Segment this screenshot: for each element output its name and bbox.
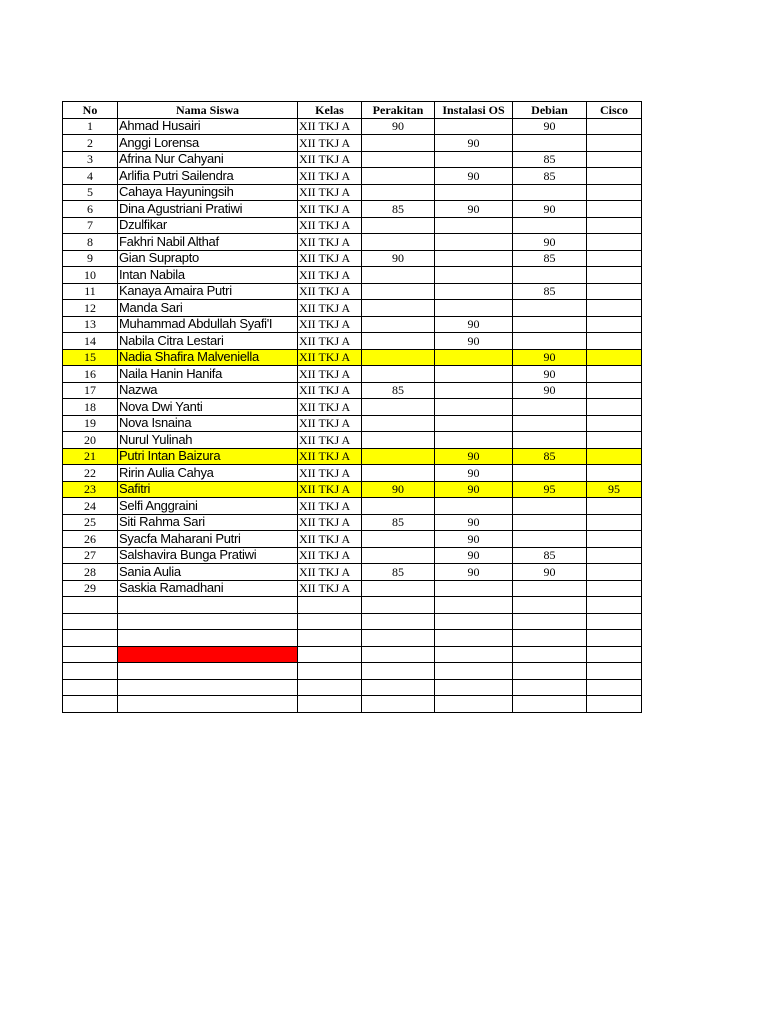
cell-no[interactable]: 8 bbox=[63, 234, 118, 251]
cell-debian[interactable] bbox=[513, 580, 587, 597]
cell-nama-siswa[interactable]: Selfi Anggraini bbox=[118, 498, 298, 515]
empty-cell[interactable] bbox=[118, 613, 298, 630]
empty-cell[interactable] bbox=[435, 663, 513, 680]
cell-kelas[interactable]: XII TKJ A bbox=[298, 300, 362, 317]
cell-perakitan[interactable] bbox=[362, 184, 435, 201]
cell-cisco[interactable] bbox=[587, 300, 642, 317]
cell-debian[interactable]: 90 bbox=[513, 234, 587, 251]
cell-perakitan[interactable]: 85 bbox=[362, 201, 435, 218]
cell-kelas[interactable]: XII TKJ A bbox=[298, 399, 362, 416]
header-row bbox=[63, 102, 642, 119]
empty-cell[interactable] bbox=[362, 679, 435, 696]
cell-perakitan[interactable] bbox=[362, 151, 435, 168]
cell-cisco[interactable] bbox=[587, 151, 642, 168]
cell-nama-siswa[interactable]: Nova Isnaina bbox=[118, 415, 298, 432]
cell-cisco[interactable] bbox=[587, 399, 642, 416]
cell-nama-siswa[interactable]: Nabila Citra Lestari bbox=[118, 333, 298, 350]
cell-cisco[interactable] bbox=[587, 366, 642, 383]
cell-kelas[interactable]: XII TKJ A bbox=[298, 201, 362, 218]
cell-perakitan[interactable] bbox=[362, 217, 435, 234]
cell-cisco[interactable] bbox=[587, 201, 642, 218]
cell-instalasi-os[interactable]: 90 bbox=[435, 201, 513, 218]
header-cisco[interactable]: Cisco bbox=[587, 102, 642, 119]
empty-cell[interactable] bbox=[118, 679, 298, 696]
cell-instalasi-os[interactable] bbox=[435, 349, 513, 366]
cell-debian[interactable]: 90 bbox=[513, 382, 587, 399]
cell-perakitan[interactable] bbox=[362, 333, 435, 350]
cell-kelas[interactable]: XII TKJ A bbox=[298, 267, 362, 284]
cell-cisco[interactable] bbox=[587, 184, 642, 201]
table-row bbox=[63, 283, 642, 300]
empty-cell[interactable] bbox=[298, 630, 362, 647]
empty-cell[interactable] bbox=[63, 646, 118, 663]
cell-no[interactable]: 24 bbox=[63, 498, 118, 515]
cell-kelas[interactable]: XII TKJ A bbox=[298, 217, 362, 234]
cell-kelas[interactable]: XII TKJ A bbox=[298, 415, 362, 432]
cell-perakitan[interactable] bbox=[362, 316, 435, 333]
cell-nama-siswa[interactable]: Anggi Lorensa bbox=[118, 135, 298, 152]
cell-cisco[interactable] bbox=[587, 547, 642, 564]
cell-no[interactable]: 28 bbox=[63, 564, 118, 581]
cell-kelas[interactable]: XII TKJ A bbox=[298, 168, 362, 185]
cell-nama-siswa[interactable]: Salshavira Bunga Pratiwi bbox=[118, 547, 298, 564]
empty-row bbox=[63, 679, 642, 696]
table-row bbox=[63, 382, 642, 399]
table-body bbox=[63, 118, 642, 712]
table-row bbox=[63, 250, 642, 267]
cell-perakitan[interactable]: 90 bbox=[362, 250, 435, 267]
empty-cell[interactable] bbox=[63, 613, 118, 630]
cell-no[interactable]: 22 bbox=[63, 465, 118, 482]
cell-instalasi-os[interactable] bbox=[435, 184, 513, 201]
empty-cell[interactable] bbox=[118, 597, 298, 614]
table-row bbox=[63, 432, 642, 449]
empty-cell[interactable] bbox=[435, 679, 513, 696]
empty-cell[interactable] bbox=[513, 663, 587, 680]
cell-cisco[interactable] bbox=[587, 168, 642, 185]
cell-cisco[interactable] bbox=[587, 217, 642, 234]
empty-cell[interactable] bbox=[63, 630, 118, 647]
cell-cisco[interactable] bbox=[587, 250, 642, 267]
cell-nama-siswa[interactable]: Intan Nabila bbox=[118, 267, 298, 284]
cell-kelas[interactable]: XII TKJ A bbox=[298, 366, 362, 383]
table-row bbox=[63, 547, 642, 564]
empty-row bbox=[63, 696, 642, 713]
empty-cell[interactable] bbox=[63, 679, 118, 696]
cell-perakitan[interactable] bbox=[362, 267, 435, 284]
empty-cell[interactable] bbox=[587, 679, 642, 696]
cell-debian[interactable] bbox=[513, 333, 587, 350]
cell-nama-siswa[interactable]: Muhammad Abdullah Syafi'I bbox=[118, 316, 298, 333]
cell-perakitan[interactable] bbox=[362, 300, 435, 317]
cell-kelas[interactable]: XII TKJ A bbox=[298, 333, 362, 350]
cell-debian[interactable] bbox=[513, 415, 587, 432]
cell-kelas[interactable]: XII TKJ A bbox=[298, 118, 362, 135]
empty-cell[interactable] bbox=[298, 613, 362, 630]
cell-no[interactable]: 18 bbox=[63, 399, 118, 416]
cell-kelas[interactable]: XII TKJ A bbox=[298, 498, 362, 515]
cell-instalasi-os[interactable] bbox=[435, 366, 513, 383]
cell-no[interactable]: 27 bbox=[63, 547, 118, 564]
cell-nama-siswa[interactable]: Siti Rahma Sari bbox=[118, 514, 298, 531]
table-row bbox=[63, 118, 642, 135]
empty-cell[interactable] bbox=[298, 597, 362, 614]
cell-kelas[interactable]: XII TKJ A bbox=[298, 382, 362, 399]
cell-no[interactable]: 23 bbox=[63, 481, 118, 498]
cell-no[interactable]: 16 bbox=[63, 366, 118, 383]
cell-instalasi-os[interactable]: 90 bbox=[435, 514, 513, 531]
cell-perakitan[interactable] bbox=[362, 234, 435, 251]
cell-cisco[interactable]: 95 bbox=[587, 481, 642, 498]
student-score-table bbox=[62, 101, 642, 713]
cell-debian[interactable]: 90 bbox=[513, 201, 587, 218]
cell-cisco[interactable] bbox=[587, 580, 642, 597]
cell-nama-siswa[interactable]: Safitri bbox=[118, 481, 298, 498]
cell-perakitan[interactable] bbox=[362, 168, 435, 185]
cell-kelas[interactable]: XII TKJ A bbox=[298, 547, 362, 564]
table-row bbox=[63, 366, 642, 383]
cell-cisco[interactable] bbox=[587, 135, 642, 152]
table-row bbox=[63, 316, 642, 333]
empty-row bbox=[63, 597, 642, 614]
cell-debian[interactable]: 85 bbox=[513, 250, 587, 267]
cell-perakitan[interactable] bbox=[362, 399, 435, 416]
cell-nama-siswa[interactable]: Manda Sari bbox=[118, 300, 298, 317]
cell-no[interactable]: 6 bbox=[63, 201, 118, 218]
cell-nama-siswa[interactable]: Ahmad Husairi bbox=[118, 118, 298, 135]
red-marked-cell[interactable] bbox=[118, 646, 298, 663]
cell-perakitan[interactable]: 90 bbox=[362, 118, 435, 135]
cell-nama-siswa[interactable]: Nazwa bbox=[118, 382, 298, 399]
cell-instalasi-os[interactable] bbox=[435, 151, 513, 168]
empty-cell[interactable] bbox=[435, 613, 513, 630]
cell-nama-siswa[interactable]: Naila Hanin Hanifa bbox=[118, 366, 298, 383]
table-row bbox=[63, 514, 642, 531]
cell-debian[interactable] bbox=[513, 300, 587, 317]
table-row bbox=[63, 184, 642, 201]
cell-kelas[interactable]: XII TKJ A bbox=[298, 531, 362, 548]
table-row bbox=[63, 481, 642, 498]
cell-no[interactable]: 7 bbox=[63, 217, 118, 234]
cell-instalasi-os[interactable] bbox=[435, 267, 513, 284]
cell-instalasi-os[interactable]: 90 bbox=[435, 547, 513, 564]
empty-row bbox=[63, 663, 642, 680]
cell-cisco[interactable] bbox=[587, 316, 642, 333]
cell-no[interactable]: 26 bbox=[63, 531, 118, 548]
empty-cell[interactable] bbox=[513, 613, 587, 630]
empty-cell[interactable] bbox=[362, 663, 435, 680]
table-row bbox=[63, 448, 642, 465]
empty-cell[interactable] bbox=[362, 646, 435, 663]
cell-nama-siswa[interactable]: Kanaya Amaira Putri bbox=[118, 283, 298, 300]
cell-nama-siswa[interactable]: Afrina Nur Cahyani bbox=[118, 151, 298, 168]
cell-perakitan[interactable] bbox=[362, 135, 435, 152]
cell-no[interactable]: 19 bbox=[63, 415, 118, 432]
empty-cell[interactable] bbox=[362, 696, 435, 713]
cell-cisco[interactable] bbox=[587, 448, 642, 465]
cell-kelas[interactable]: XII TKJ A bbox=[298, 151, 362, 168]
cell-instalasi-os[interactable]: 90 bbox=[435, 465, 513, 482]
empty-cell[interactable] bbox=[587, 613, 642, 630]
cell-nama-siswa[interactable]: Nadia Shafira Malveniella bbox=[118, 349, 298, 366]
header-nama-siswa[interactable]: Nama Siswa bbox=[118, 102, 298, 119]
cell-instalasi-os[interactable]: 90 bbox=[435, 168, 513, 185]
cell-debian[interactable]: 90 bbox=[513, 366, 587, 383]
cell-nama-siswa[interactable]: Putri Intan Baizura bbox=[118, 448, 298, 465]
cell-debian[interactable] bbox=[513, 465, 587, 482]
cell-nama-siswa[interactable]: Nurul Yulinah bbox=[118, 432, 298, 449]
header-no[interactable]: No bbox=[63, 102, 118, 119]
table-row bbox=[63, 234, 642, 251]
table-row bbox=[63, 564, 642, 581]
empty-cell[interactable] bbox=[63, 696, 118, 713]
table-row bbox=[63, 399, 642, 416]
cell-cisco[interactable] bbox=[587, 531, 642, 548]
cell-nama-siswa[interactable]: Saskia Ramadhani bbox=[118, 580, 298, 597]
cell-instalasi-os[interactable]: 90 bbox=[435, 564, 513, 581]
empty-cell[interactable] bbox=[587, 630, 642, 647]
cell-no[interactable]: 2 bbox=[63, 135, 118, 152]
cell-nama-siswa[interactable]: Arlifia Putri Sailendra bbox=[118, 168, 298, 185]
table-row bbox=[63, 300, 642, 317]
cell-perakitan[interactable]: 85 bbox=[362, 382, 435, 399]
cell-debian[interactable] bbox=[513, 316, 587, 333]
cell-debian[interactable] bbox=[513, 432, 587, 449]
cell-no[interactable]: 11 bbox=[63, 283, 118, 300]
cell-debian[interactable] bbox=[513, 217, 587, 234]
table-row bbox=[63, 151, 642, 168]
cell-perakitan[interactable] bbox=[362, 465, 435, 482]
empty-cell[interactable] bbox=[513, 597, 587, 614]
cell-cisco[interactable] bbox=[587, 415, 642, 432]
cell-debian[interactable] bbox=[513, 399, 587, 416]
cell-nama-siswa[interactable]: Dina Agustriani Pratiwi bbox=[118, 201, 298, 218]
empty-row bbox=[63, 613, 642, 630]
cell-nama-siswa[interactable]: Gian Suprapto bbox=[118, 250, 298, 267]
empty-cell[interactable] bbox=[118, 696, 298, 713]
cell-perakitan[interactable]: 85 bbox=[362, 564, 435, 581]
empty-cell[interactable] bbox=[513, 646, 587, 663]
cell-no[interactable]: 10 bbox=[63, 267, 118, 284]
empty-cell[interactable] bbox=[63, 663, 118, 680]
cell-nama-siswa[interactable]: Syacfa Maharani Putri bbox=[118, 531, 298, 548]
empty-cell[interactable] bbox=[587, 646, 642, 663]
empty-cell[interactable] bbox=[435, 630, 513, 647]
cell-debian[interactable] bbox=[513, 531, 587, 548]
cell-perakitan[interactable] bbox=[362, 580, 435, 597]
cell-no[interactable]: 1 bbox=[63, 118, 118, 135]
cell-kelas[interactable]: XII TKJ A bbox=[298, 135, 362, 152]
cell-perakitan[interactable] bbox=[362, 349, 435, 366]
cell-instalasi-os[interactable]: 90 bbox=[435, 333, 513, 350]
cell-debian[interactable] bbox=[513, 498, 587, 515]
cell-cisco[interactable] bbox=[587, 382, 642, 399]
cell-no[interactable]: 12 bbox=[63, 300, 118, 317]
cell-debian[interactable]: 90 bbox=[513, 349, 587, 366]
table-row bbox=[63, 531, 642, 548]
empty-cell[interactable] bbox=[587, 663, 642, 680]
cell-instalasi-os[interactable] bbox=[435, 300, 513, 317]
cell-nama-siswa[interactable]: Nova Dwi Yanti bbox=[118, 399, 298, 416]
cell-no[interactable]: 5 bbox=[63, 184, 118, 201]
cell-no[interactable]: 29 bbox=[63, 580, 118, 597]
cell-instalasi-os[interactable]: 90 bbox=[435, 481, 513, 498]
empty-cell[interactable] bbox=[362, 630, 435, 647]
cell-perakitan[interactable]: 90 bbox=[362, 481, 435, 498]
cell-kelas[interactable]: XII TKJ A bbox=[298, 349, 362, 366]
cell-cisco[interactable] bbox=[587, 432, 642, 449]
cell-kelas[interactable]: XII TKJ A bbox=[298, 234, 362, 251]
cell-no[interactable]: 4 bbox=[63, 168, 118, 185]
table-row bbox=[63, 333, 642, 350]
cell-nama-siswa[interactable]: Ririn Aulia Cahya bbox=[118, 465, 298, 482]
cell-cisco[interactable] bbox=[587, 465, 642, 482]
cell-no[interactable]: 25 bbox=[63, 514, 118, 531]
cell-cisco[interactable] bbox=[587, 267, 642, 284]
empty-cell[interactable] bbox=[362, 597, 435, 614]
cell-cisco[interactable] bbox=[587, 349, 642, 366]
table-row bbox=[63, 349, 642, 366]
table-row bbox=[63, 415, 642, 432]
cell-cisco[interactable] bbox=[587, 514, 642, 531]
cell-no[interactable]: 13 bbox=[63, 316, 118, 333]
cell-instalasi-os[interactable] bbox=[435, 217, 513, 234]
cell-kelas[interactable]: XII TKJ A bbox=[298, 514, 362, 531]
empty-cell[interactable] bbox=[587, 597, 642, 614]
cell-debian[interactable]: 90 bbox=[513, 564, 587, 581]
cell-no[interactable]: 20 bbox=[63, 432, 118, 449]
cell-instalasi-os[interactable] bbox=[435, 234, 513, 251]
cell-cisco[interactable] bbox=[587, 333, 642, 350]
cell-instalasi-os[interactable] bbox=[435, 399, 513, 416]
cell-nama-siswa[interactable]: Cahaya Hayuningsih bbox=[118, 184, 298, 201]
empty-cell[interactable] bbox=[513, 630, 587, 647]
empty-cell[interactable] bbox=[118, 630, 298, 647]
table-row bbox=[63, 267, 642, 284]
header-kelas[interactable]: Kelas bbox=[298, 102, 362, 119]
cell-kelas[interactable]: XII TKJ A bbox=[298, 448, 362, 465]
header-perakitan[interactable]: Perakitan bbox=[362, 102, 435, 119]
cell-nama-siswa[interactable]: Sania Aulia bbox=[118, 564, 298, 581]
empty-row bbox=[63, 630, 642, 647]
cell-cisco[interactable] bbox=[587, 234, 642, 251]
cell-no[interactable]: 21 bbox=[63, 448, 118, 465]
cell-perakitan[interactable] bbox=[362, 432, 435, 449]
cell-debian[interactable]: 85 bbox=[513, 448, 587, 465]
cell-perakitan[interactable] bbox=[362, 283, 435, 300]
cell-instalasi-os[interactable]: 90 bbox=[435, 135, 513, 152]
empty-cell[interactable] bbox=[587, 696, 642, 713]
cell-perakitan[interactable]: 85 bbox=[362, 514, 435, 531]
table-row bbox=[63, 217, 642, 234]
cell-kelas[interactable]: XII TKJ A bbox=[298, 283, 362, 300]
cell-no[interactable]: 14 bbox=[63, 333, 118, 350]
cell-cisco[interactable] bbox=[587, 498, 642, 515]
cell-instalasi-os[interactable] bbox=[435, 580, 513, 597]
empty-cell[interactable] bbox=[63, 597, 118, 614]
cell-debian[interactable]: 85 bbox=[513, 168, 587, 185]
table-row bbox=[63, 168, 642, 185]
cell-instalasi-os[interactable]: 90 bbox=[435, 531, 513, 548]
empty-cell[interactable] bbox=[513, 679, 587, 696]
cell-cisco[interactable] bbox=[587, 283, 642, 300]
cell-debian[interactable]: 90 bbox=[513, 118, 587, 135]
cell-perakitan[interactable] bbox=[362, 415, 435, 432]
cell-debian[interactable] bbox=[513, 514, 587, 531]
table-row bbox=[63, 498, 642, 515]
cell-instalasi-os[interactable] bbox=[435, 498, 513, 515]
cell-kelas[interactable]: XII TKJ A bbox=[298, 184, 362, 201]
empty-cell[interactable] bbox=[513, 696, 587, 713]
cell-perakitan[interactable] bbox=[362, 448, 435, 465]
cell-debian[interactable]: 85 bbox=[513, 283, 587, 300]
header-instalasi-os[interactable]: Instalasi OS bbox=[435, 102, 513, 119]
table-row bbox=[63, 135, 642, 152]
cell-kelas[interactable]: XII TKJ A bbox=[298, 481, 362, 498]
cell-nama-siswa[interactable]: Fakhri Nabil Althaf bbox=[118, 234, 298, 251]
empty-cell[interactable] bbox=[298, 646, 362, 663]
cell-instalasi-os[interactable] bbox=[435, 415, 513, 432]
cell-instalasi-os[interactable] bbox=[435, 250, 513, 267]
empty-cell[interactable] bbox=[362, 613, 435, 630]
empty-cell[interactable] bbox=[118, 663, 298, 680]
empty-cell[interactable] bbox=[435, 646, 513, 663]
cell-kelas[interactable]: XII TKJ A bbox=[298, 250, 362, 267]
cell-no[interactable]: 3 bbox=[63, 151, 118, 168]
empty-cell[interactable] bbox=[435, 696, 513, 713]
empty-cell[interactable] bbox=[298, 679, 362, 696]
cell-kelas[interactable]: XII TKJ A bbox=[298, 564, 362, 581]
cell-instalasi-os[interactable] bbox=[435, 118, 513, 135]
cell-cisco[interactable] bbox=[587, 564, 642, 581]
empty-cell[interactable] bbox=[435, 597, 513, 614]
header-debian[interactable]: Debian bbox=[513, 102, 587, 119]
cell-instalasi-os[interactable]: 90 bbox=[435, 448, 513, 465]
cell-debian[interactable]: 85 bbox=[513, 547, 587, 564]
cell-nama-siswa[interactable]: Dzulfikar bbox=[118, 217, 298, 234]
cell-no[interactable]: 9 bbox=[63, 250, 118, 267]
cell-perakitan[interactable] bbox=[362, 498, 435, 515]
cell-kelas[interactable]: XII TKJ A bbox=[298, 465, 362, 482]
cell-debian[interactable] bbox=[513, 135, 587, 152]
cell-instalasi-os[interactable] bbox=[435, 432, 513, 449]
empty-cell[interactable] bbox=[298, 696, 362, 713]
cell-debian[interactable]: 95 bbox=[513, 481, 587, 498]
table-row bbox=[63, 465, 642, 482]
cell-perakitan[interactable] bbox=[362, 366, 435, 383]
cell-debian[interactable] bbox=[513, 184, 587, 201]
empty-cell[interactable] bbox=[298, 663, 362, 680]
cell-no[interactable]: 15 bbox=[63, 349, 118, 366]
cell-debian[interactable] bbox=[513, 267, 587, 284]
cell-instalasi-os[interactable] bbox=[435, 283, 513, 300]
empty-row bbox=[63, 646, 642, 663]
cell-instalasi-os[interactable] bbox=[435, 382, 513, 399]
cell-perakitan[interactable] bbox=[362, 547, 435, 564]
table-row bbox=[63, 201, 642, 218]
cell-debian[interactable]: 85 bbox=[513, 151, 587, 168]
table-row bbox=[63, 580, 642, 597]
cell-cisco[interactable] bbox=[587, 118, 642, 135]
cell-perakitan[interactable] bbox=[362, 531, 435, 548]
cell-kelas[interactable]: XII TKJ A bbox=[298, 580, 362, 597]
cell-kelas[interactable]: XII TKJ A bbox=[298, 432, 362, 449]
cell-no[interactable]: 17 bbox=[63, 382, 118, 399]
cell-kelas[interactable]: XII TKJ A bbox=[298, 316, 362, 333]
cell-instalasi-os[interactable]: 90 bbox=[435, 316, 513, 333]
